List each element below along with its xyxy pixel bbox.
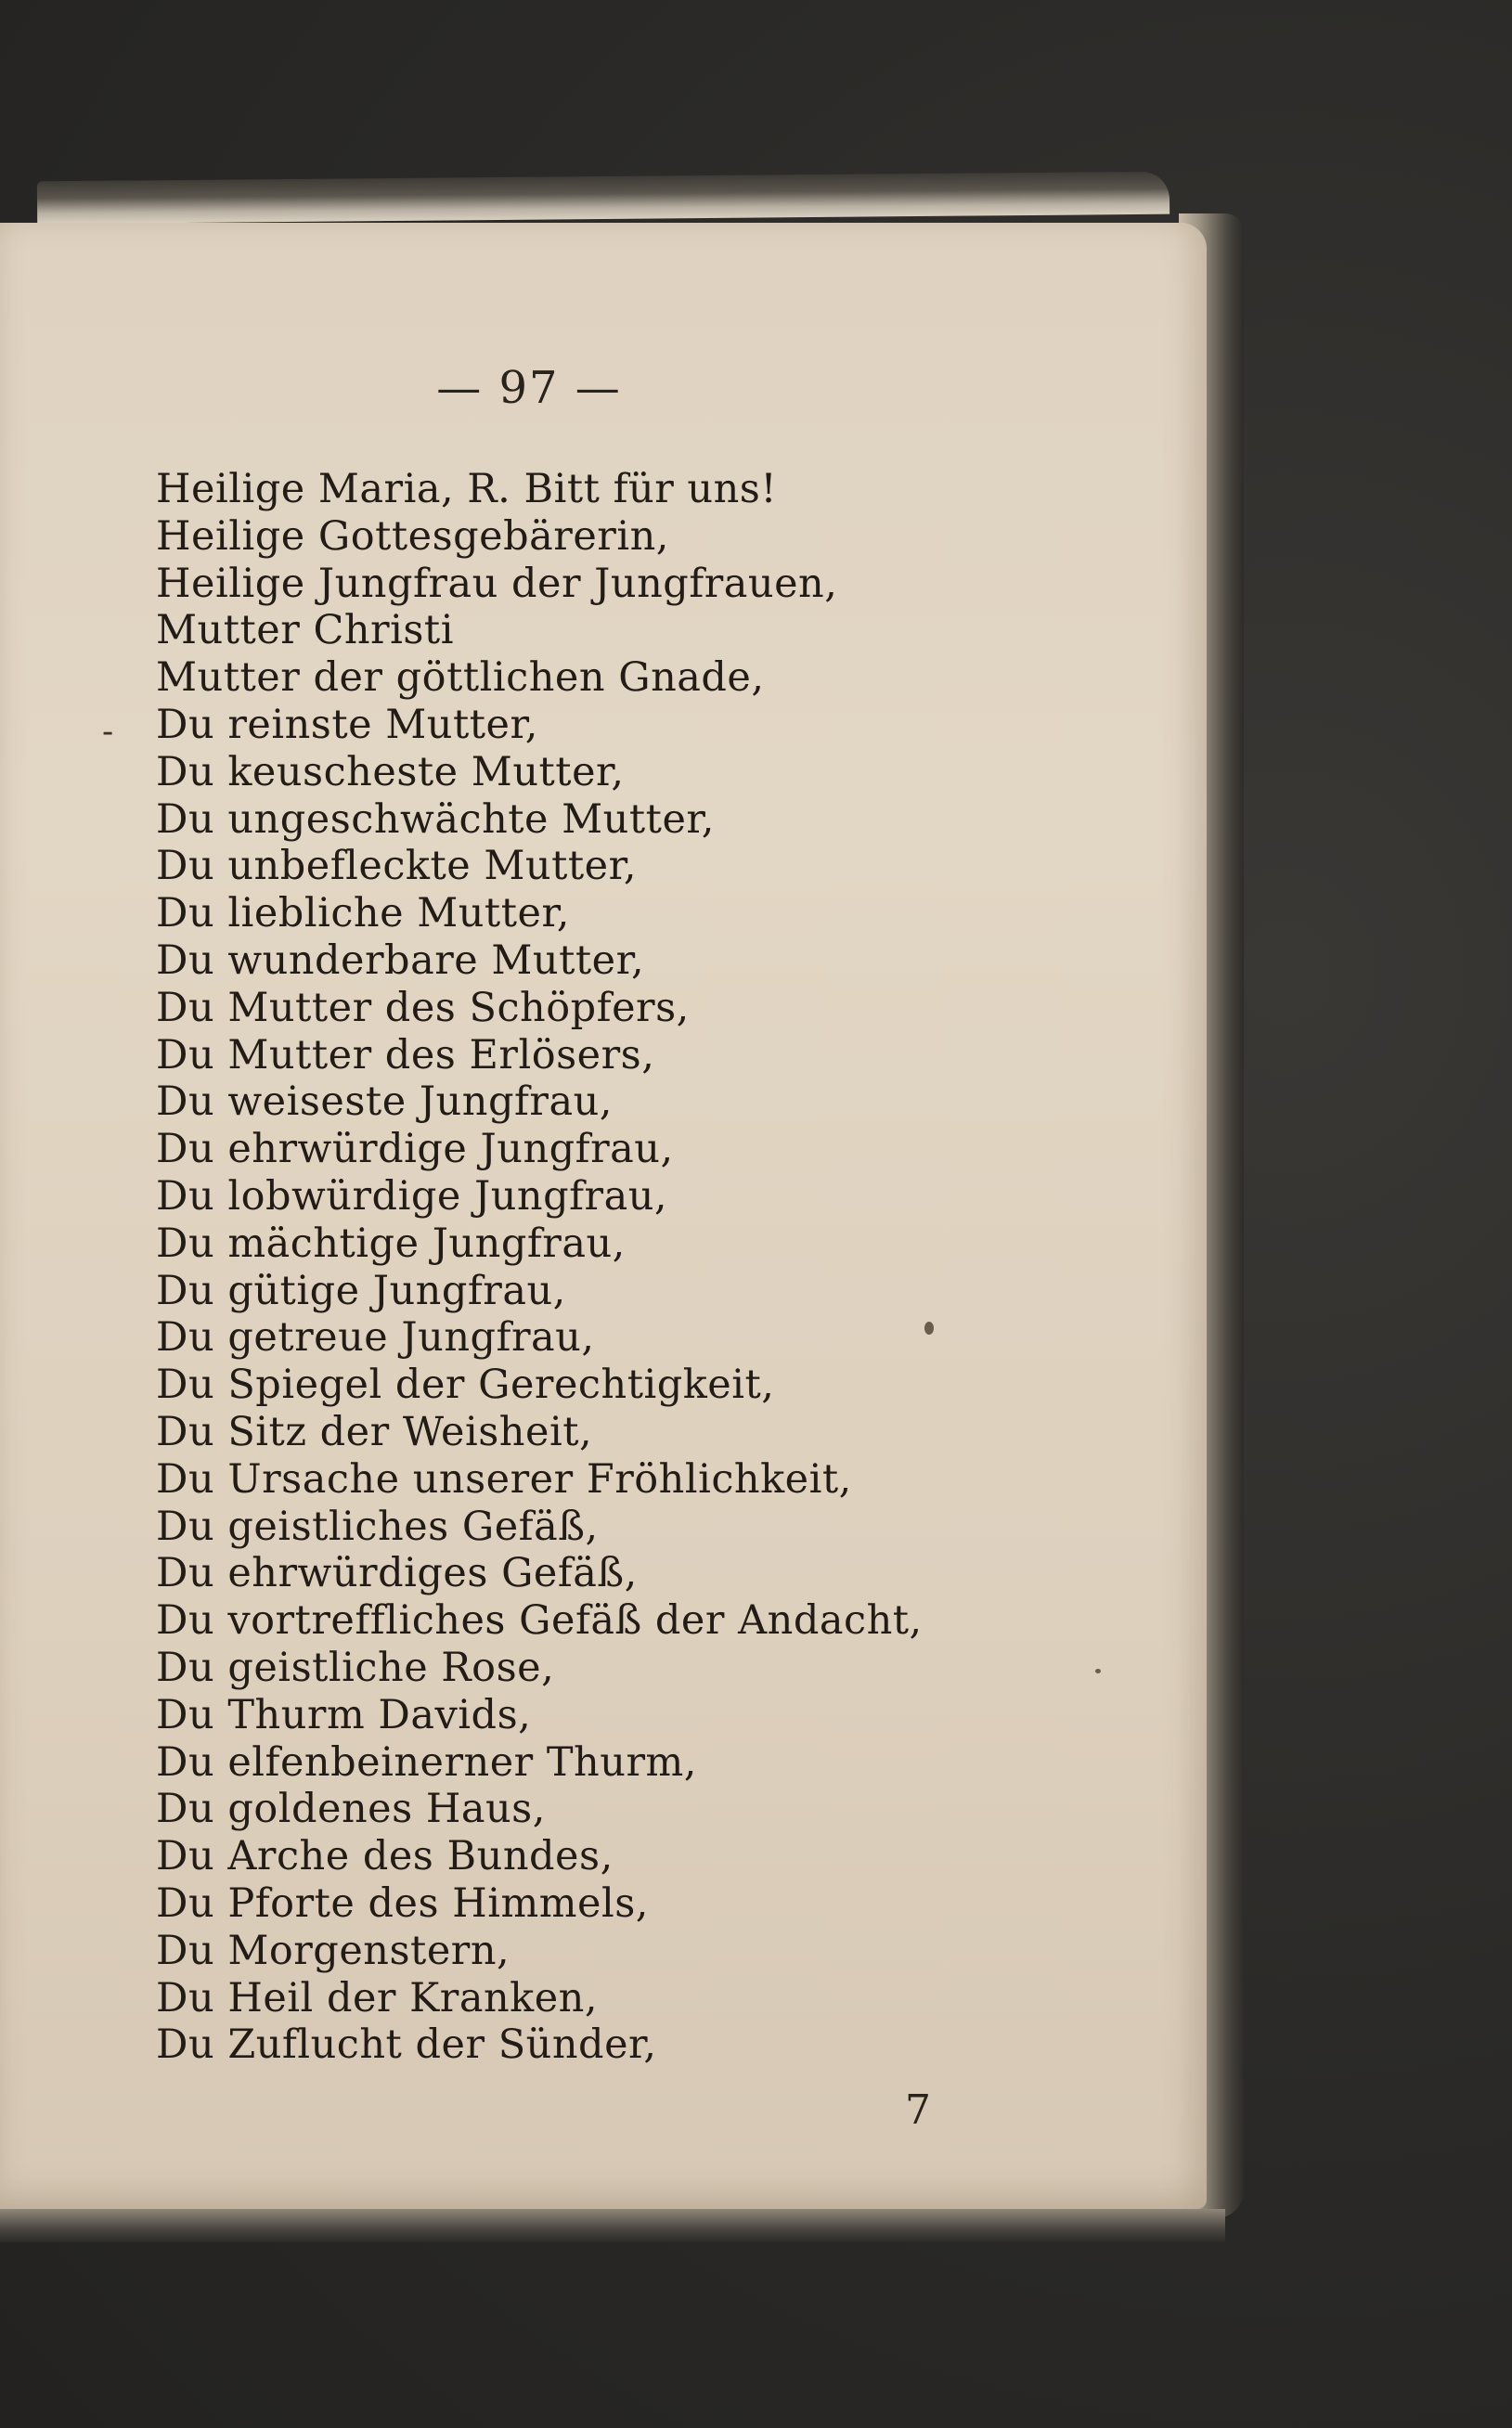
- margin-marker: -: [102, 713, 114, 751]
- page-number: — 97 —: [436, 362, 622, 414]
- text-line: Du Pforte des Himmels,: [156, 1879, 649, 1927]
- text-line: Du ehrwürdige Jungfrau,: [156, 1126, 674, 1173]
- text-line: Du vortreffliches Gefäß der Andacht,: [156, 1597, 923, 1645]
- text-line: Mutter der göttlichen Gnade,: [156, 654, 765, 702]
- text-line: Du Mutter des Erlösers,: [156, 1031, 655, 1078]
- text-line: Heilige Jungfrau der Jungfrauen,: [156, 560, 838, 607]
- text-line: Du getreue Jungfrau,: [156, 1314, 595, 1362]
- text-line: Du mächtige Jungfrau,: [156, 1220, 626, 1267]
- text-line: Du keuscheste Mutter,: [156, 748, 625, 795]
- text-line: Du elfenbeinerner Thurm,: [156, 1738, 697, 1786]
- text-line: Du lobwürdige Jungfrau,: [156, 1172, 668, 1220]
- text-line: Du Morgenstern,: [156, 1927, 510, 1974]
- text-line: Du geistliche Rose,: [156, 1644, 555, 1691]
- text-line: Du Thurm Davids,: [156, 1691, 532, 1738]
- paper-speck: [924, 1322, 934, 1335]
- text-line: Du Zuflucht der Sünder,: [156, 2021, 657, 2069]
- text-line: Mutter Christi: [156, 607, 454, 654]
- text-line: Du geistliches Gefäß,: [156, 1503, 599, 1550]
- text-line: Du wunderbare Mutter,: [156, 936, 645, 984]
- text-line: Du Spiegel der Gerechtigkeit,: [156, 1362, 775, 1409]
- text-line: Du liebliche Mutter,: [156, 890, 570, 937]
- text-line: Du goldenes Haus,: [156, 1786, 546, 1833]
- text-line: Du ungeschwächte Mutter,: [156, 795, 715, 843]
- text-line: Du Sitz der Weisheit,: [156, 1408, 593, 1455]
- text-line: Du weiseste Jungfrau,: [156, 1078, 613, 1126]
- signature-mark: 7: [905, 2086, 931, 2134]
- litany-text: [156, 466, 1084, 2069]
- text-line: Heilige Gottesgebärerin,: [156, 512, 669, 560]
- text-line: Heilige Maria, R. Bitt für uns!: [156, 466, 778, 512]
- text-line: Du reinste Mutter,: [156, 701, 538, 748]
- page-bottom-edge: [0, 2209, 1225, 2242]
- text-line: Du Ursache unserer Fröhlichkeit,: [156, 1455, 852, 1503]
- text-line: Du Arche des Bundes,: [156, 1833, 614, 1880]
- paper-speck: [1095, 1669, 1101, 1673]
- text-line: Du unbefleckte Mutter,: [156, 843, 638, 890]
- text-line: Du Heil der Kranken,: [156, 1974, 599, 2021]
- text-line: Du ehrwürdiges Gefäß,: [156, 1550, 638, 1597]
- text-line: Du gütige Jungfrau,: [156, 1267, 566, 1314]
- text-line: Du Mutter des Schöpfers,: [156, 984, 690, 1031]
